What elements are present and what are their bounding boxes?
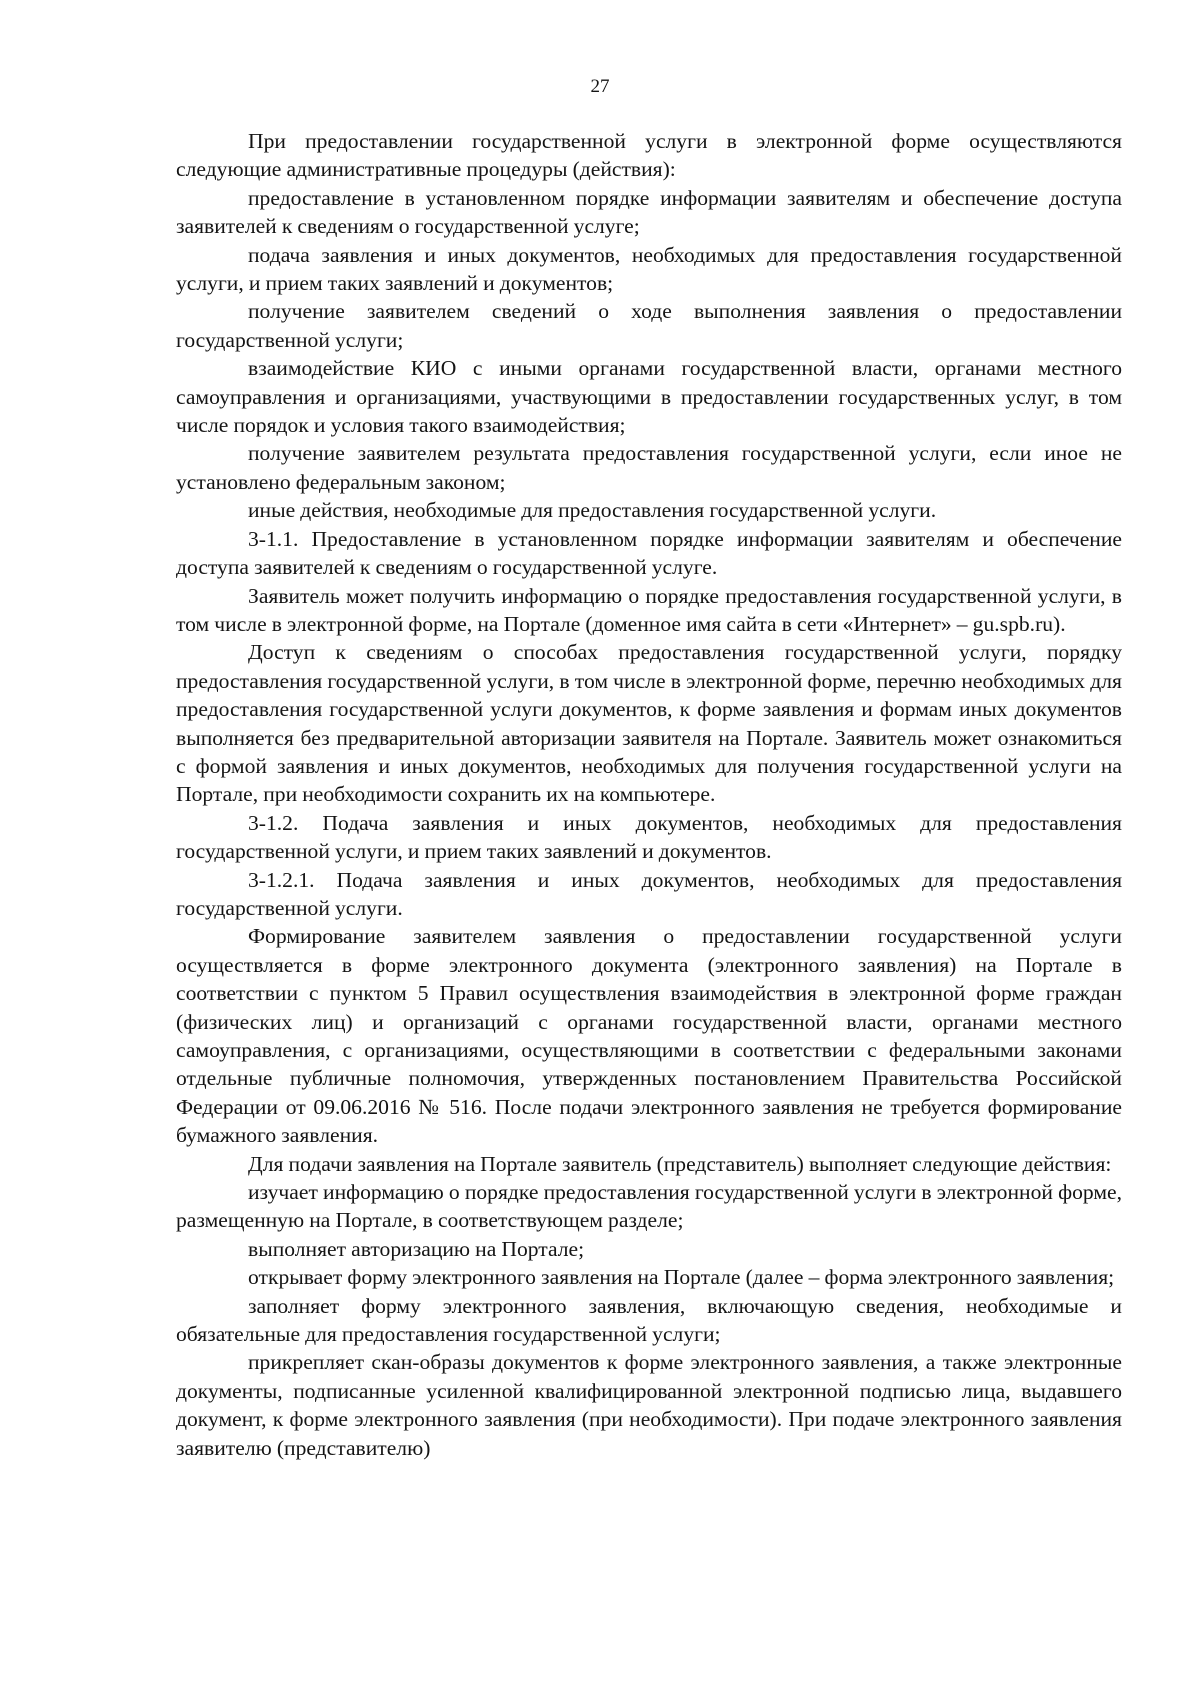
paragraph-interaction: взаимодействие КИО с иными органами государственной власти, органами местного самоуправления и организациями, участвующими в предоставлении государственных услуг, в том числе порядок и условия такого взаимодействия; xyxy=(176,356,1122,438)
paragraph-step-study: изучает информацию о порядке предоставления государственной услуги в электронной форме, размещенную на Портале, в соответствующем разделе; xyxy=(176,1180,1122,1233)
paragraph-intro: При предоставлении государственной услуги в электронной форме осуществляются следующие административные процедуры (действия): xyxy=(176,129,1122,182)
paragraph-application-submission: подача заявления и иных документов, необходимых для предоставления государственной услуги, и прием таких заявлений и документов; xyxy=(176,242,1122,296)
paragraph-section-3-1-1: 3-1.1. Предоставление в установленном порядке информации заявителям и обеспечение доступа заявителей к сведениям о государственной услуге. xyxy=(176,526,1122,580)
paragraph-result: получение заявителем результата предоставления государственной услуги, если иное не установлено федеральным законом; xyxy=(176,441,1122,494)
paragraph-status-info: получение заявителем сведений о ходе выполнения заявления о предоставлении государственной услуги; xyxy=(176,299,1122,352)
paragraph-section-3-1-2-1: 3-1.2.1. Подача заявления и иных документов, необходимых для предоставления государственной услуги. xyxy=(176,867,1122,920)
paragraph-step-authorize: выполняет авторизацию на Портале; xyxy=(248,1236,585,1261)
paragraph-info-provision: предоставление в установленном порядке информации заявителям и обеспечение доступа заявителей к сведениям о государственной услуге; xyxy=(176,185,1122,239)
paragraph-step-attach: прикрепляет скан-образы документов к форме электронного заявления, а также электронные документы, подписанные усиленной квалифицированной электронной подписью лица, выдавшего документ, к форме электронного заявления (при необходимости). При подаче электронного заявления заявителю (представителю) xyxy=(176,1350,1122,1460)
paragraph-step-fill-form: заполняет форму электронного заявления, включающую сведения, необходимые и обязательные для предоставления государственной услуги; xyxy=(176,1293,1122,1347)
paragraph-section-3-1-2: 3-1.2. Подача заявления и иных документов, необходимых для предоставления государственной услуги, и прием таких заявлений и документов. xyxy=(176,810,1122,864)
document-body xyxy=(176,127,1122,1462)
paragraph-portal-info: Заявитель может получить информацию о порядке предоставления государственной услуги, в том числе в электронной форме, на Портале (доменное имя сайта в сети «Интернет» – gu.spb.ru). xyxy=(176,583,1122,636)
page-number: 27 xyxy=(590,76,610,97)
paragraph-other-actions: иные действия, необходимые для предоставления государственной услуги. xyxy=(248,498,937,523)
paragraph-steps-intro: Для подачи заявления на Портале заявитель (представитель) выполняет следующие действия: xyxy=(248,1151,1112,1176)
paragraph-form-creation: Формирование заявителем заявления о предоставлении государственной услуги осуществляется в форме электронного документа (электронного заявления) на Портале в соответствии с пунктом 5 Правил осуществления взаимодействия в электронной форме граждан (физических лиц) и организаций с органами государственной власти, органами местного самоуправления, с организациями, осуществляющими в соответствии с федеральными законами отдельные публичные полномочия, утвержденных постановлением Правительства Российской Федерации от 09.06.2016 № 516. После подачи электронного заявления не требуется формирование бумажного заявления. xyxy=(176,924,1122,1148)
paragraph-access-info: Доступ к сведениям о способах предоставления государственной услуги, порядку предоставления государственной услуги, в том числе в электронной форме, перечню необходимых для предоставления государственной услуги документов, к форме заявления и формам иных документов выполняется без предварительной авторизации заявителя на Портале. Заявитель может ознакомиться с формой заявления и иных документов, необходимых для получения государственной услуги на Портале, при необходимости сохранить их на компьютере. xyxy=(176,640,1122,807)
paragraph-step-open-form: открывает форму электронного заявления на Портале (далее – форма электронного заявления; xyxy=(248,1265,1115,1290)
